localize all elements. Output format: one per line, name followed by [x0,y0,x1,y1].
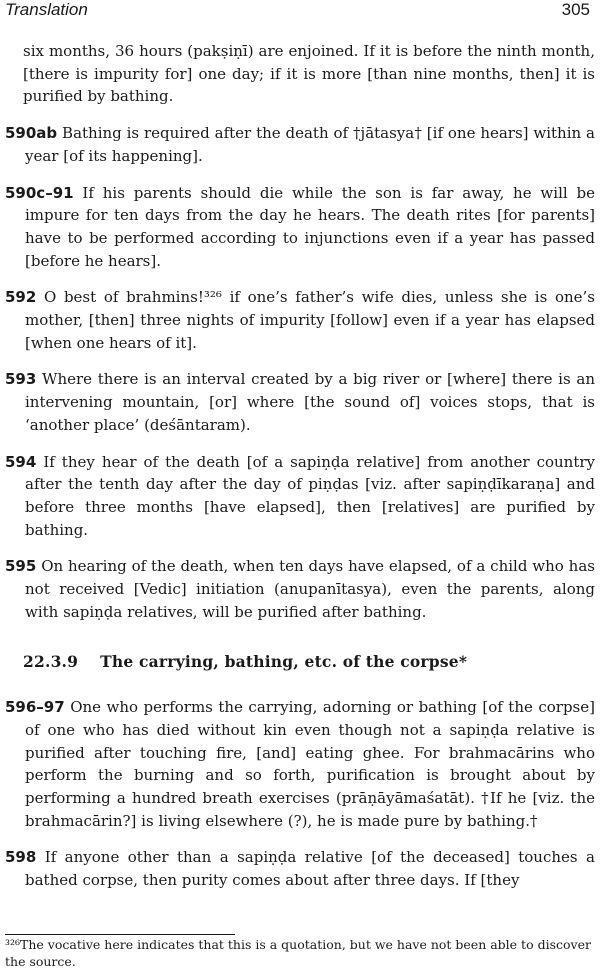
verse-594 [5,451,595,542]
page-number: 305 [561,0,590,19]
verse-number: 594 [5,452,37,471]
verse-590c-91 [5,182,595,273]
page-body [5,40,595,906]
verse-number: 592 [5,288,37,307]
verse-number: 593 [5,370,37,389]
verse-592 [5,286,595,354]
running-header [5,0,590,24]
section-title: The carrying, bathing, etc. of the corpse* [100,652,468,672]
verse-number: 595 [5,557,37,576]
verse-text: On hearing of the death, when ten days have elapsed, of a child who has not received [Vedic] initiation (anupanītasya), even the parents, along with sapiṇḍa relatives, will be purified after bathing. [25,557,595,621]
verse-number: 590ab [5,124,58,143]
verse-number: 590c–91 [5,183,74,202]
verse-text: Bathing is required after the death of †jātasya† [if one hears] within a year [of its happening]. [25,124,595,165]
verse-text: Where there is an interval created by a big river or [where] there is an intervening mountain, [or] where [the sound of] voices stops, that is ‘another place’ (deśāntaram). [25,370,595,434]
section-number: 22.3.9 [23,652,79,672]
verse-593 [5,368,595,436]
verse-text: If his parents should die while the son is far away, he will be impure for ten days from the day he hears. The death rites [for parents] have to be performed according to injunctions even if a year has passed [before he hears]. [25,183,595,270]
verse-596-97 [5,696,595,832]
footnote-rule [5,934,235,935]
verse-text: One who performs the carrying, adorning or bathing [of the corpse] of one who has died without kin even though not a sapiṇḍa relative is purified after touching fire, [and] eating ghee. For brahmacārins who perform the burning and so forth, purification is brought about by performing a hundred breath exercises (prāṇāyāmaśatāt). †If he [viz. the brahmacārin?] is living elsewhere (?), he is made pure by bathing.† [25,698,595,830]
verse-text: O best of brahmins!³²⁶ if one’s father’s wife dies, unless she is one’s mother, [then] three nights of impurity [follow] even if a year has elapsed [when one hears of it]. [25,288,595,352]
verse-590ab [5,122,595,167]
verse-598 [5,846,595,891]
verse-text: If they hear of the death [of a sapiṇḍa relative] from another country after the tenth day after the day of piṇḍas [viz. after sapiṇḍīkaraṇa] and before three months [have elapsed], then [relatives] are purified by bathing. [25,452,595,539]
footnote-326: ³²⁶The vocative here indicates that this is a quotation, but we have not been able to discover the source. [5,937,591,969]
verse-number: 596–97 [5,698,65,717]
verse-text: If anyone other than a sapiṇḍa relative [of the deceased] touches a bathed corpse, then purity comes about after three days. If [they [25,848,595,890]
section-heading [23,651,595,674]
continuation-paragraph: six months, 36 hours (pakṣiṇī) are enjoined. If it is before the ninth month, [there is impurity for] one day; if it is more [than nine months, then] it is purified by bathing. [23,42,595,106]
verse-number: 598 [5,848,37,867]
running-title: Translation [5,0,88,19]
verse-595 [5,555,595,623]
